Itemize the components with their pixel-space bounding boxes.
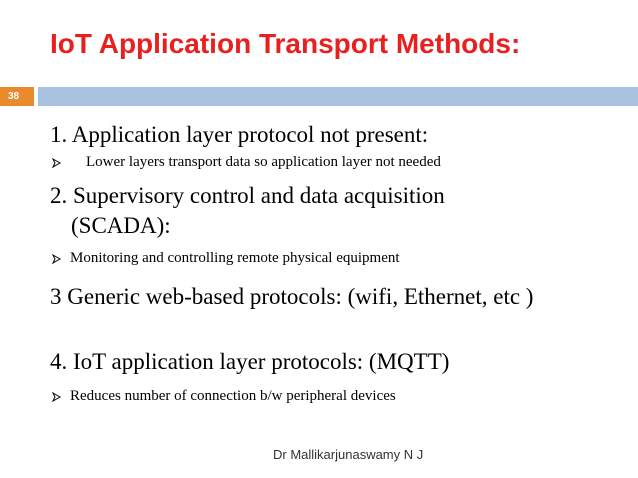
item-4-bullet: Reduces number of connection b/w peripheral devices	[70, 388, 396, 404]
item-2-bullet: Monitoring and controlling remote physical equipment	[70, 250, 400, 266]
item-2-heading-cont: (SCADA):	[71, 213, 171, 238]
item-4-heading: 4. IoT application layer protocols: (MQTT)	[50, 349, 450, 374]
slide-title: IoT Application Transport Methods:	[50, 28, 521, 59]
item-1-bullet: Lower layers transport data so application layer not needed	[86, 154, 441, 170]
item-3-heading: 3 Generic web-based protocols: (wifi, Ethernet, etc )	[50, 284, 534, 309]
arrow-bullet-icon	[52, 158, 62, 168]
slide-number: 38	[0, 87, 34, 106]
item-1-heading: 1. Application layer protocol not present:	[50, 122, 429, 147]
arrow-bullet-icon	[52, 392, 62, 402]
arrow-bullet-icon	[52, 254, 62, 264]
slide-footer: Dr Mallikarjunaswamy N J	[273, 447, 424, 462]
item-2-heading: 2. Supervisory control and data acquisition	[50, 183, 445, 208]
